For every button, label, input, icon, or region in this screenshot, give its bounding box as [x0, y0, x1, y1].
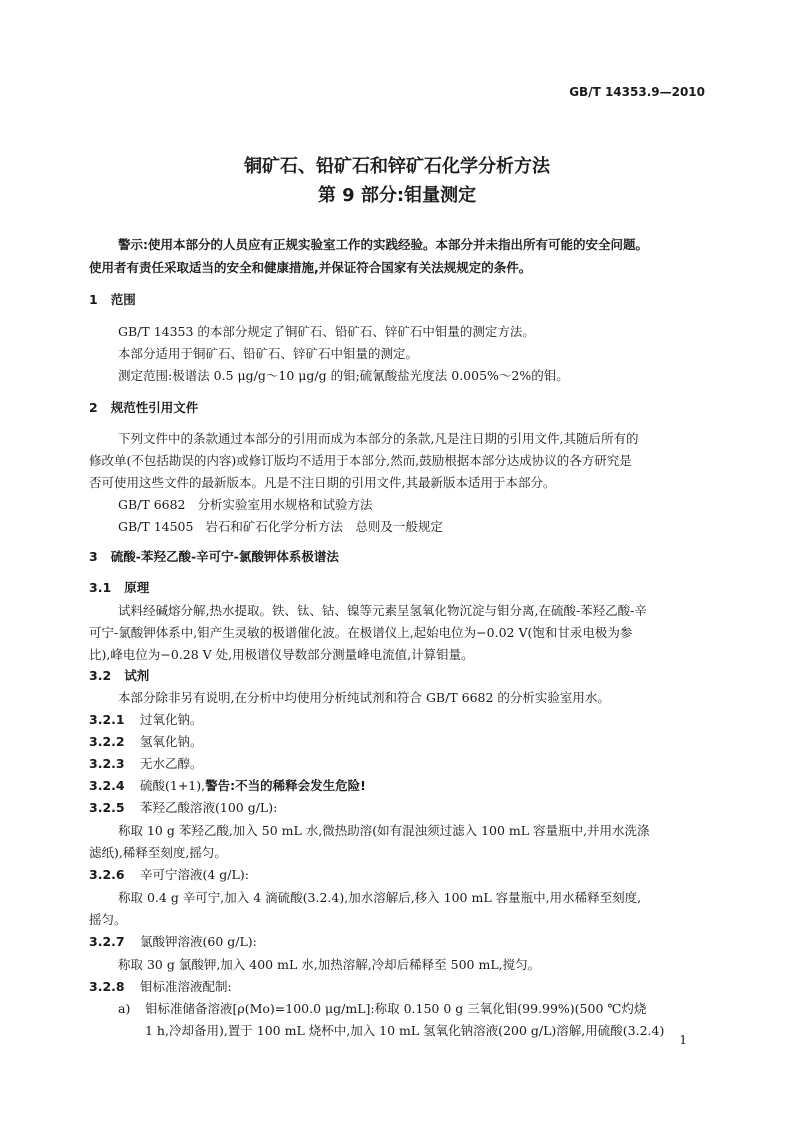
section-1-heading [89, 292, 136, 308]
procedure-line: 称取 0.4 g 辛可宁,加入 4 滴硫酸(3.2.4),加水溶解后,移入 100 mL 容量瓶中,用水稀释至刻度, [118, 890, 642, 905]
reference-code: GB/T 14505 [118, 519, 194, 534]
normative-reference [118, 519, 443, 535]
clause-3-1-heading [89, 580, 149, 596]
reference-title: 岩石和矿石化学分析方法 总则及一般规定 [205, 519, 443, 534]
reference-title: 分析实验室用水规格和试验方法 [197, 497, 373, 512]
item-text: 过氧化钠。 [140, 712, 203, 727]
section-3-title: 硫酸-苯羟乙酸-辛可宁-氯酸钾体系极谱法 [110, 549, 339, 564]
item-text: 氢氧化钠。 [140, 734, 203, 749]
section-3-number: 3 [89, 549, 98, 564]
item-number: 3.2.1 [89, 712, 125, 727]
clause-number: 3.1 [89, 580, 112, 595]
item-text [140, 778, 366, 794]
item-text: 辛可宁溶液(4 g/L): [140, 867, 249, 882]
section-1-paragraph: GB/T 14353 的本部分规定了铜矿石、铅矿石、锌矿石中钼量的测定方法。 [118, 324, 535, 339]
reagents-intro: 本部分除非另有说明,在分析中均使用分析纯试剂和符合 GB/T 6682 的分析实验室用水。 [118, 690, 610, 705]
item-number: 3.2.6 [89, 867, 125, 882]
dilution-warning: 警告:不当的稀释会发生危险! [205, 778, 366, 793]
reference-code: GB/T 6682 [118, 497, 186, 512]
standard-code: GB/T 14353.9—2010 [569, 85, 705, 99]
procedure-line: 称取 30 g 氯酸钾,加入 400 mL 水,加热溶解,冷却后稀释至 500 mL,搅匀。 [118, 957, 541, 972]
clause-title: 原理 [124, 580, 150, 595]
principle-line: 可宁-氯酸钾体系中,钼产生灵敏的极谱催化波。在极谱仪上,起始电位为−0.02 V(饱和甘汞电极为参 [89, 625, 633, 640]
section-2-title: 规范性引用文件 [110, 400, 199, 415]
principle-line: 比),峰电位为−0.28 V 处,用极谱仪导数部分测量峰电流值,计算钼量。 [89, 647, 474, 662]
procedure-line: 称取 10 g 苯羟乙酸,加入 50 mL 水,微热助溶(如有混浊须过滤入 100 mL 容量瓶中,并用水洗涤 [118, 823, 650, 838]
procedure-line: 1 h,冷却备用),置于 100 mL 烧杯中,加入 10 mL 氢氧化钠溶液(200 g/L)溶解,用硫酸(3.2.4) [145, 1023, 665, 1038]
item-number: 3.2.3 [89, 756, 125, 771]
section-1-paragraph: 测定范围:极谱法 0.5 μg/g～10 μg/g 的钼;硫氰酸盐光度法 0.005%～2%的钼。 [118, 368, 569, 383]
section-2-paragraph-line: 否可使用这些文件的最新版本。凡是不注日期的引用文件,其最新版本适用于本部分。 [89, 475, 556, 490]
section-1-number: 1 [89, 292, 98, 307]
warning-line-1: 警示:使用本部分的人员应有正规实验室工作的实践经验。本部分并未指出所有可能的安全问题。 [118, 237, 649, 252]
section-1-paragraph: 本部分适用于铜矿石、铅矿石、锌矿石中钼量的测定。 [118, 346, 419, 361]
section-3-heading [89, 549, 339, 565]
item-number: 3.2.8 [89, 979, 125, 994]
section-2-paragraph-line: 修改单(不包括勘误的内容)或修订版均不适用于本部分,然而,鼓励根据本部分达成协议的各方研究是 [89, 453, 632, 468]
procedure-line: 钼标准储备溶液[ρ(Mo)=100.0 μg/mL]:称取 0.150 0 g 三氧化钼(99.99%)(500 ℃灼烧 [145, 1001, 647, 1016]
procedure-line: 摇匀。 [89, 912, 127, 927]
item-number: 3.2.4 [89, 778, 125, 793]
item-text: 苯羟乙酸溶液(100 g/L): [140, 800, 278, 815]
item-number: 3.2.2 [89, 734, 125, 749]
page-number: 1 [679, 1033, 687, 1047]
document-subtitle: 第 9 部分:钼量测定 [317, 185, 477, 206]
normative-reference [118, 497, 372, 513]
item-number: 3.2.5 [89, 800, 125, 815]
item-text: 氯酸钾溶液(60 g/L): [140, 934, 257, 949]
list-label: a) [118, 1001, 131, 1016]
reagent-name: 硫酸(1+1), [140, 778, 206, 793]
warning-line-2: 使用者有责任采取适当的安全和健康措施,并保证符合国家有关法规规定的条件。 [89, 260, 532, 275]
section-1-title: 范围 [110, 292, 136, 307]
item-text: 钼标准溶液配制: [140, 979, 232, 994]
item-text: 无水乙醇。 [140, 756, 203, 771]
section-2-heading [89, 400, 198, 416]
clause-number: 3.2 [89, 668, 112, 683]
procedure-line: 滤纸),稀释至刻度,摇匀。 [89, 845, 227, 860]
clause-title: 试剂 [124, 668, 150, 683]
clause-3-2-heading [89, 668, 149, 684]
principle-line: 试料经碱熔分解,热水提取。铁、钛、钴、镍等元素呈氢氧化物沉淀与钼分离,在硫酸-苯羟乙酸-辛 [118, 603, 647, 618]
section-2-paragraph-line: 下列文件中的条款通过本部分的引用而成为本部分的条款,凡是注日期的引用文件,其随后所有的 [118, 431, 639, 446]
document-title: 铜矿石、铅矿石和锌矿石化学分析方法 [244, 156, 550, 177]
section-2-number: 2 [89, 400, 98, 415]
item-number: 3.2.7 [89, 934, 125, 949]
